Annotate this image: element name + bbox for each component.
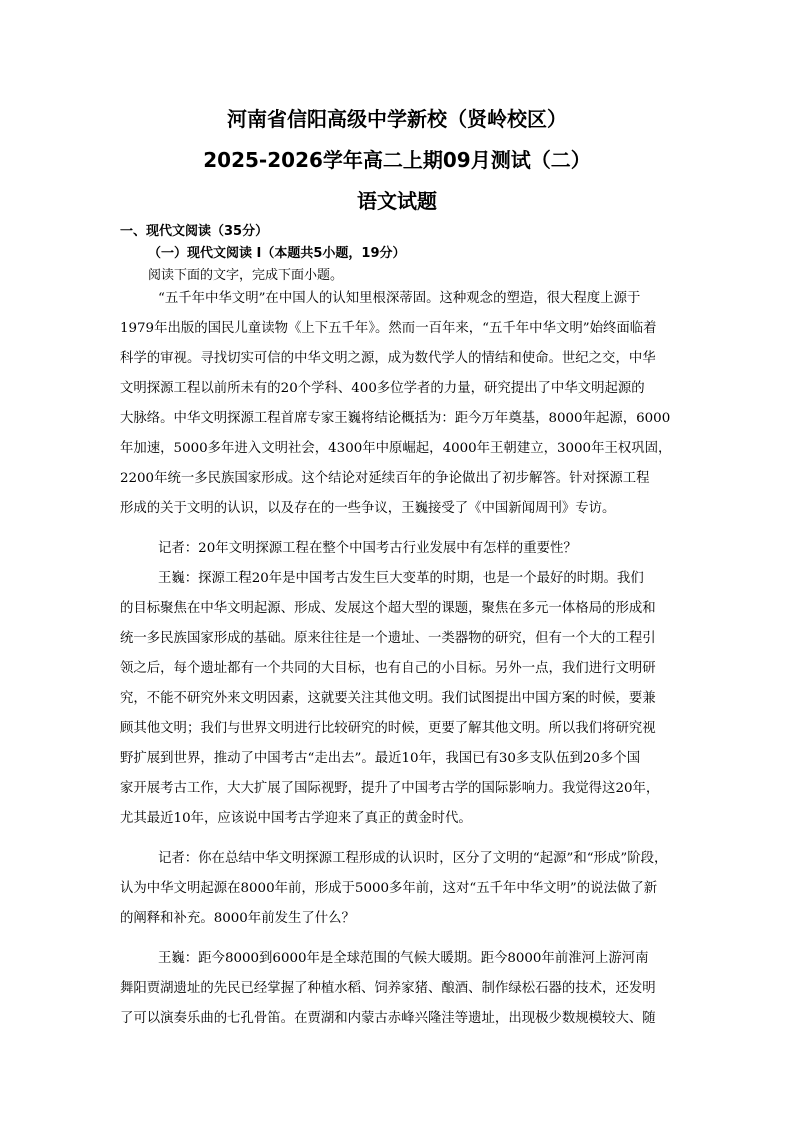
passage-line: 2200年统一多民族国家形成。这个结论对延续百年的争论做出了初步解答。针对探源工程 — [120, 471, 650, 486]
passage-line: 的目标聚焦在中华文明起源、形成、发展这个超大型的课题，聚焦在多元一体格局的形成和 — [120, 601, 656, 616]
passage-line: 舞阳贾湖遗址的先民已经掌握了种植水稻、饲养家猪、酿酒、制作绿松石器的技术，还发明 — [120, 981, 656, 996]
passage-line: “五千年中华文明”在中国人的认知里根深蒂固。这种观念的塑造，很大程度上源于 — [158, 291, 641, 306]
passage-line: 年加速，5000多年进入文明社会，4300年中原崛起，4000年王朝建立，3000年王权巩固， — [120, 441, 672, 456]
passage-line: 了可以演奏乐曲的七孔骨笛。在贾湖和内蒙古赤峰兴隆洼等遗址，出现极少数规模较大、随 — [120, 1011, 656, 1026]
passage-line: 家开展考古工作，大大扩展了国际视野，提升了中国考古学的国际影响力。我觉得这20年， — [120, 781, 660, 796]
passage-line: 的阐释和补充。8000年前发生了什么？ — [120, 911, 355, 926]
passage-line: 大脉络。中华文明探源工程首席专家王巍将结论概括为：距今万年奠基，8000年起源，6000 — [120, 411, 671, 426]
passage-line: 顾其他文明；我们与世界文明进行比较研究的时候，更要了解其他文明。所以我们将研究视 — [120, 721, 656, 736]
passage-line: 究，不能不研究外来文明因素，这就要关注其他文明。我们试图提出中国方案的时候，要兼 — [120, 691, 656, 706]
passage-line: 尤其最近10年，应该说中国考古学迎来了真正的黄金时代。 — [120, 811, 472, 826]
passage-line: 形成的关于文明的认识，以及存在的一些争议，王巍接受了《中国新闻周刊》专访。 — [120, 501, 616, 516]
passage-line: 统一多民族国家形成的基础。原来往往是一个遗址、一类器物的研究，但有一个大的工程引 — [120, 631, 656, 646]
passage-line: 科学的审视。寻找切实可信的中华文明之源，成为数代学人的情结和使命。世纪之交，中华 — [120, 351, 656, 366]
passage-line: 认为中华文明起源在8000年前，形成于5000多年前，这对“五千年中华文明”的说法做了新 — [120, 881, 658, 896]
reading-instruction: 阅读下面的文字，完成下面小题。 — [148, 268, 344, 283]
section-heading: 一、现代文阅读（35分） — [120, 224, 269, 239]
passage-line: 记者：你在总结中华文明探源工程形成的认识时，区分了文明的“起源”和“形成”阶段， — [158, 851, 668, 866]
passage-line: 文明探源工程以前所未有的20个学科、400多位学者的力量，研究提出了中华文明起源的 — [120, 381, 645, 396]
passage-line: 记者：20年文明探源工程在整个中国考古行业发展中有怎样的重要性？ — [158, 541, 577, 556]
subject-title: 语文试题 — [357, 189, 437, 213]
school-title: 河南省信阳高级中学新校（贤岭校区） — [227, 107, 567, 131]
exam-title: 2025-2026学年高二上期09月测试（二） — [203, 148, 591, 172]
passage-line: 王巍：距今8000到6000年是全球范围的气候大暖期。距今8000年前淮河上游河南 — [158, 951, 649, 966]
passage-line: 王巍：探源工程20年是中国考古发生巨大变革的时期，也是一个最好的时期。我们 — [158, 571, 644, 586]
passage-line: 领之后，每个遗址都有一个共同的大目标，也有自己的小目标。另外一点，我们进行文明研 — [120, 661, 656, 676]
passage-line: 野扩展到世界，推动了中国考古“走出去”。最近10年，我国已有30多支队伍到20多个国 — [120, 751, 641, 766]
passage-line: 1979年出版的国民儿童读物《上下五千年》。然而一百年来，“五千年中华文明”始终面临着 — [120, 321, 657, 336]
subsection-heading: （一）现代文阅读 I（本题共5小题，19分） — [148, 246, 406, 261]
